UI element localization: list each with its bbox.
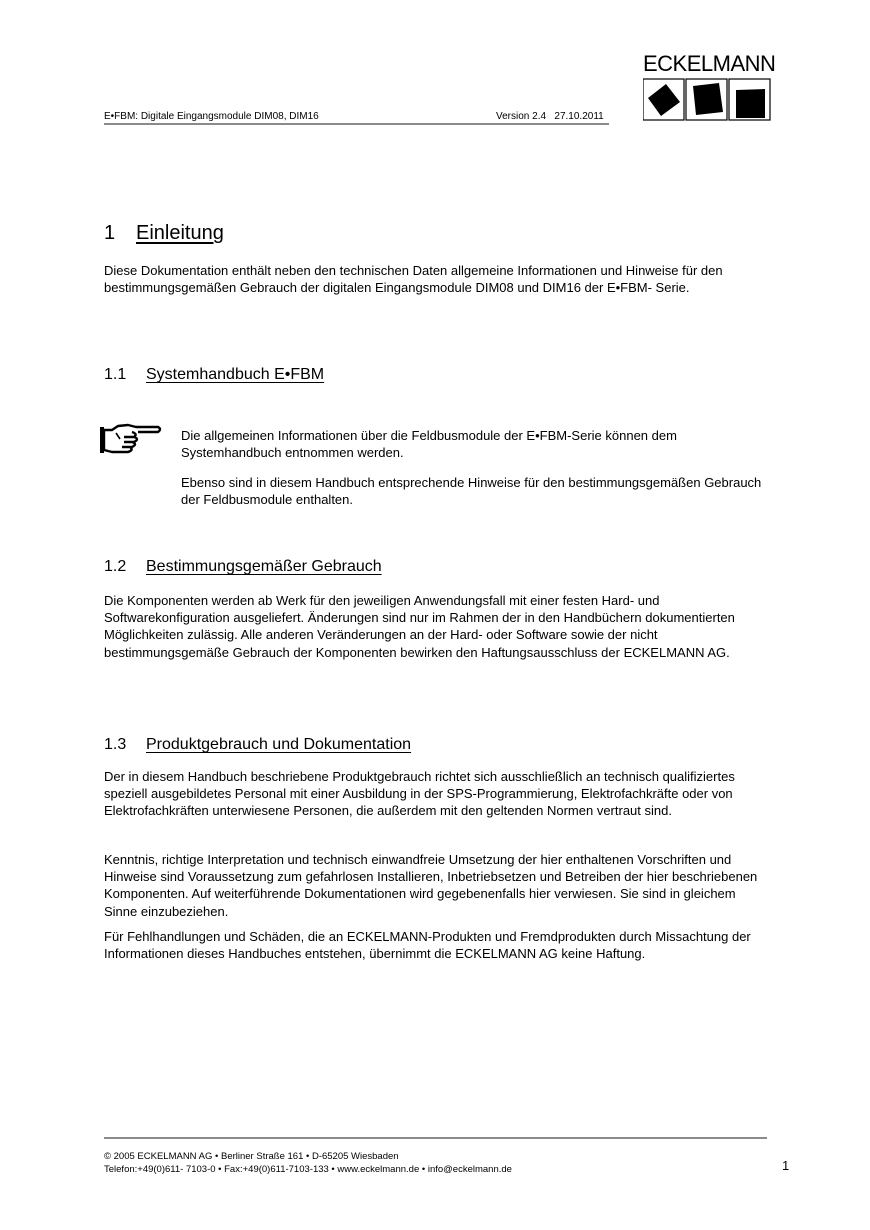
section-1-heading — [104, 222, 224, 245]
section-title: Bestimmungsgemäßer Gebrauch — [146, 558, 382, 575]
header-version — [496, 111, 604, 122]
date-text: 27.10.2011 — [554, 111, 604, 122]
paragraph: Kenntnis, richtige Interpretation und technisch einwandfreie Umsetzung der hier enthaltenen Vorschriften und Hinweise sind Voraussetzung zum gefahrlosen Installieren, Inbetriebsetzen und Betreiben der hier beschriebenen Komponenten. Auf weiterführende Dokumentationen wird gegebenenfalls hier verwiesen. Sie sind in gleichem Sinne einzubeziehen. — [104, 852, 758, 919]
section-number: 1.3 — [104, 736, 127, 753]
paragraph: Die Komponenten werden ab Werk für den jeweiligen Anwendungsfall mit einer festen Hard- und Softwarekonfiguration ausgeliefert. Änderungen sind nur im Rahmen der in den Handbüchern dokumentierten Möglichkeiten zulässig. Alle anderen Veränderungen an der Hard- oder Software sowie der nicht bestimmungsgemäße Gebrauch der Komponenten bewirken den Haftungsausschluss der ECKELMANN AG. — [104, 593, 735, 660]
footer-contact: Telefon:+49(0)611- 7103-0 • Fax:+49(0)611-7103-133 • www.eckelmann.de • info@eckelmann.de — [104, 1164, 512, 1175]
paragraph: Ebenso sind in diesem Handbuch entsprechende Hinweise für den bestimmungsgemäßen Gebrauch der Feldbusmodule enthalten. — [181, 475, 762, 508]
logo-squares-icon — [643, 78, 773, 122]
section-number: 1.1 — [104, 366, 127, 383]
section-title: Produktgebrauch und Dokumentation — [146, 736, 412, 753]
paragraph: Der in diesem Handbuch beschriebene Produktgebrauch richtet sich ausschließlich an technisch qualifiziertes speziell ausgebildetes Personal mit einer Ausbildung in der SPS-Programmierung, Elektrofachkräfte oder von Elektrofachkräften unterwiesene Personen, die außerdem mit den geltenden Normen vertraut sind. — [104, 769, 735, 819]
section-1-1-note-1 — [181, 427, 771, 461]
footer-address: © 2005 ECKELMANN AG • Berliner Straße 161 • D-65205 Wiesbaden — [104, 1151, 399, 1162]
eckelmann-logo — [643, 51, 776, 122]
section-number: 1 — [104, 222, 116, 244]
footer-rule — [104, 1137, 767, 1139]
paragraph: Diese Dokumentation enthält neben den technischen Daten allgemeine Informationen und Hinweise für den bestimmungsgemäßen Gebrauch der digitalen Eingangsmodule DIM08 und DIM16 der E•FBM- Serie. — [104, 263, 723, 296]
section-1-3-heading — [104, 736, 411, 754]
pointing-hand-icon — [98, 421, 164, 462]
section-1-3-body-1 — [104, 768, 770, 820]
paragraph: Die allgemeinen Informationen über die Feldbusmodule der E•FBM-Serie können dem Systemhandbuch entnommen werden. — [181, 428, 677, 461]
section-1-3-body-2 — [104, 851, 770, 920]
section-1-1-note-2 — [181, 474, 771, 508]
section-1-3-body-3 — [104, 928, 770, 962]
version-text: Version 2.4 — [496, 111, 547, 122]
paragraph: Für Fehlhandlungen und Schäden, die an ECKELMANN-Produkten und Fremdprodukten durch Missachtung der Informationen dieses Handbuches entstehen, übernimmt die ECKELMANN AG keine Haftung. — [104, 929, 751, 962]
section-number: 1.2 — [104, 558, 127, 575]
section-title: Einleitung — [136, 222, 224, 244]
page-number: 1 — [782, 1158, 790, 1173]
section-title: Systemhandbuch E•FBM — [146, 366, 325, 383]
header-doc-title: E•FBM: Digitale Eingangsmodule DIM08, DIM16 — [104, 111, 319, 122]
section-1-body — [104, 262, 770, 296]
header-rule — [104, 123, 609, 125]
section-1-2-heading — [104, 558, 382, 576]
section-1-1-heading — [104, 366, 324, 384]
section-1-2-body — [104, 592, 770, 661]
logo-text: ECKELMANN — [643, 51, 776, 76]
